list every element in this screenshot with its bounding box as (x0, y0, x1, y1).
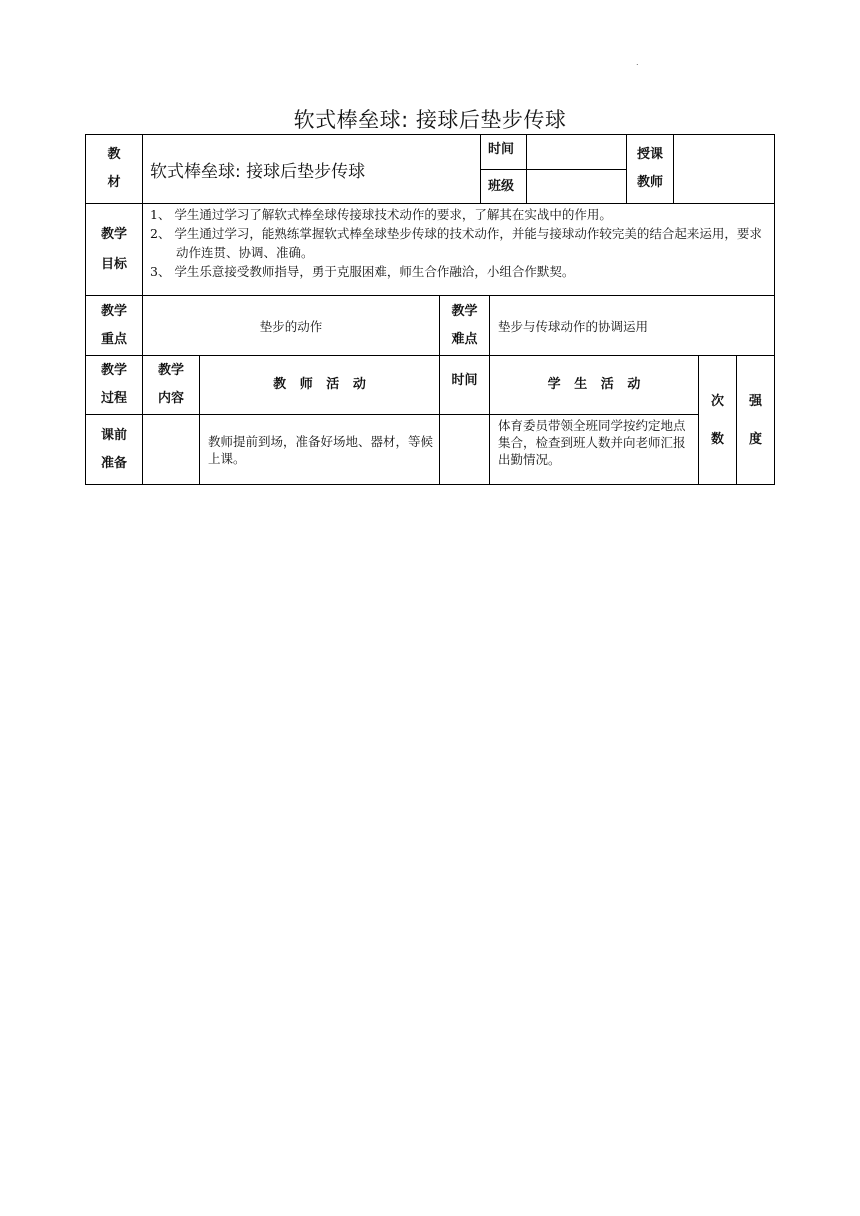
student-activity-header: 学 生 活 动 (547, 377, 641, 392)
objectives-label: 教学 目标 (100, 226, 127, 272)
content-label: 教学 内容 (157, 363, 184, 406)
teacher-label: 授课 教师 (636, 147, 663, 190)
time-header: 时间 (451, 373, 478, 388)
times-header: 次 数 (710, 393, 724, 447)
prep-content (143, 415, 199, 485)
teacher-activity-header: 教 师 活 动 (273, 377, 366, 392)
difficult-point-label: 教学 难点 (451, 303, 478, 347)
teacher-value[interactable] (674, 135, 774, 203)
prep-label: 课前 准备 (100, 428, 127, 471)
objective-item: 3、 学生乐意接受教师指导，勇于克服困难，师生合作融洽，小组合作默契。 (150, 264, 575, 279)
class-value[interactable] (527, 170, 626, 203)
time-label: 时间 (488, 142, 515, 157)
objective-item: 2、 学生通过学习，能熟练掌握软式棒垒球垫步传球的技术动作，并能与接球动作较完美的结合起来运用，要求动作连贯、协调、准确。 (150, 226, 762, 260)
process-label: 教学 过程 (100, 363, 127, 406)
class-label: 班级 (488, 178, 515, 194)
key-point-text: 垫步的动作 (259, 318, 323, 334)
jiaocai-label: 教 材 (107, 147, 121, 190)
prep-student-activity: 体育委员带领全班同学按约定地点集合，检查到班人数并向老师汇报出勤情况。 (498, 418, 686, 467)
objectives-list (150, 205, 772, 281)
difficult-point-text: 垫步与传球动作的协调运用 (498, 318, 649, 334)
time-value[interactable] (527, 135, 626, 169)
prep-time (440, 415, 489, 485)
intensity-header: 强 度 (748, 393, 762, 447)
key-point-label: 教学 重点 (100, 303, 127, 347)
page-title: 软式棒垒球: 接球后垫步传球 (293, 108, 567, 132)
objective-item: 1、 学生通过学习了解软式棒垒球传接球技术动作的要求，了解其在实战中的作用。 (150, 207, 612, 222)
material-name: 软式棒垒球: 接球后垫步传球 (150, 161, 366, 182)
header-dot: . (636, 58, 639, 67)
prep-teacher-activity: 教师提前到场，准备好场地、器材，等候上课。 (208, 434, 434, 466)
